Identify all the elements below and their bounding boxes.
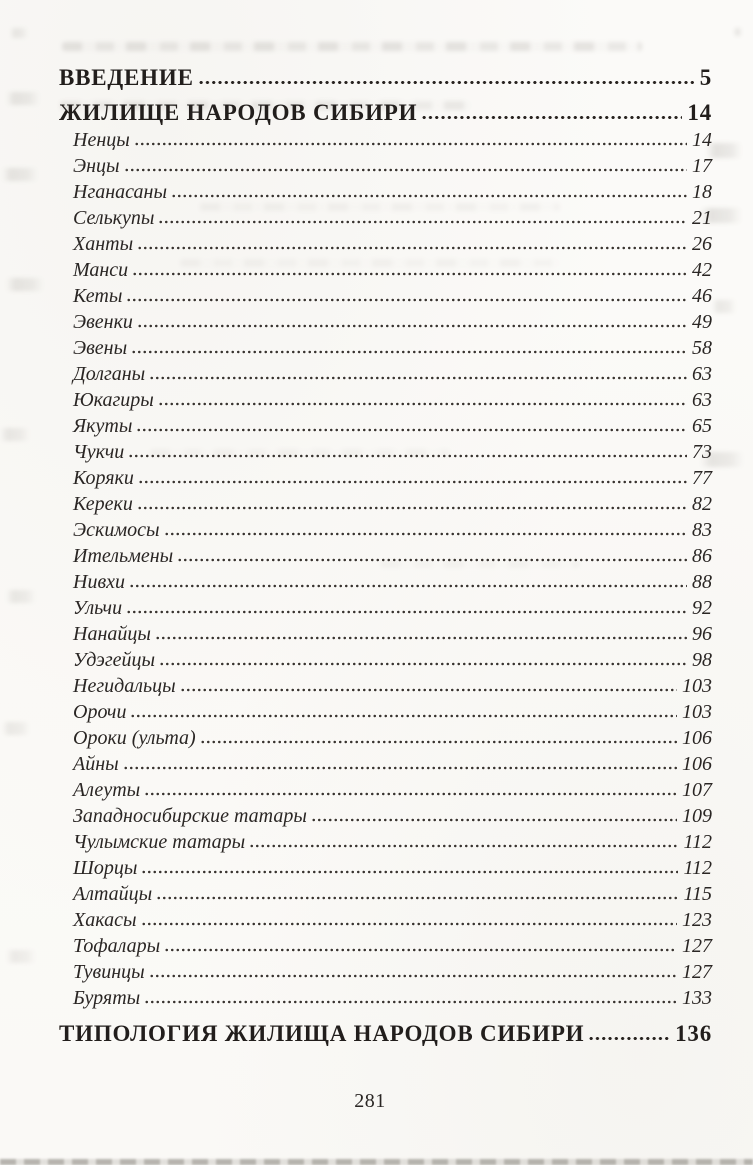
dot-leader (171, 194, 687, 198)
toc-entry-page: 109 (682, 805, 712, 827)
toc-entry-label: Коряки (73, 467, 134, 489)
toc-row (59, 855, 712, 881)
toc-entry-label: Алтайцы (73, 883, 153, 905)
dot-leader (131, 350, 687, 354)
toc-entry-label: Нганасаны (73, 181, 167, 203)
toc-row (59, 64, 712, 92)
bleedthrough-artifact (0, 428, 30, 441)
bleedthrough-artifact (6, 950, 36, 963)
toc-entry-page: 115 (683, 883, 712, 905)
toc-row (59, 465, 712, 491)
toc-entry-label: Орочи (73, 701, 127, 723)
dot-leader (164, 948, 677, 952)
toc-row (59, 647, 712, 673)
toc-entry-label: Якуты (73, 415, 133, 437)
toc-entry-page: 46 (692, 285, 712, 307)
toc-entry-page: 107 (682, 779, 712, 801)
dot-leader (130, 714, 677, 718)
toc-entry-label: Хакасы (73, 909, 137, 931)
toc-entry-page: 63 (692, 389, 712, 411)
dot-leader (128, 454, 687, 458)
toc-entry-label: Алеуты (73, 779, 141, 801)
toc-entry-page: 49 (692, 311, 712, 333)
dot-leader (159, 662, 687, 666)
toc-row (59, 335, 712, 361)
toc-entry-label: Юкагиры (73, 389, 154, 411)
toc-row (59, 595, 712, 621)
toc-entry-page: 112 (683, 857, 712, 879)
toc-row (59, 491, 712, 517)
toc-row (59, 127, 712, 153)
toc-entry-label: Чукчи (73, 441, 125, 463)
toc-row (59, 959, 712, 985)
toc-row (59, 569, 712, 595)
dot-leader (144, 1000, 677, 1004)
toc-row (59, 99, 712, 127)
scan-edge (0, 1159, 753, 1165)
toc-entry-page: 5 (699, 65, 712, 90)
toc-entry-page: 133 (682, 987, 712, 1009)
toc-entry-page: 58 (692, 337, 712, 359)
dot-leader (164, 532, 687, 536)
toc-row (59, 777, 712, 803)
toc-entry-page: 18 (692, 181, 712, 203)
dot-leader (311, 818, 677, 822)
toc-row (59, 257, 712, 283)
toc-row (59, 543, 712, 569)
toc-entry-page: 83 (692, 519, 712, 541)
dot-leader (177, 558, 687, 562)
bleedthrough-artifact (6, 278, 44, 291)
dot-leader (249, 844, 678, 848)
dot-leader (158, 220, 687, 224)
toc-entry-page: 88 (692, 571, 712, 593)
toc-entry-label: Энцы (73, 155, 120, 177)
dot-leader (137, 246, 687, 250)
dot-leader (124, 168, 687, 172)
toc-entry-label: Ханты (73, 233, 134, 255)
toc-entry-page: 106 (682, 753, 712, 775)
toc-entry-label: ВВЕДЕНИЕ (59, 65, 194, 90)
toc-row (59, 179, 712, 205)
toc-entry-label: Негидальцы (73, 675, 176, 697)
toc-row (59, 153, 712, 179)
toc-row (59, 725, 712, 751)
bleedthrough-artifact (10, 28, 28, 38)
toc-row (59, 413, 712, 439)
toc-row (59, 621, 712, 647)
dot-leader (149, 974, 677, 978)
toc-entry-page: 17 (692, 155, 712, 177)
toc-entry-label: Западносибирские татары (73, 805, 307, 827)
toc-entry-page: 136 (675, 1021, 712, 1046)
toc-entry-label: Буряты (73, 987, 141, 1009)
toc-entry-page: 86 (692, 545, 712, 567)
toc-entry-page: 82 (692, 493, 712, 515)
toc-entry-page: 63 (692, 363, 712, 385)
dot-leader (137, 324, 687, 328)
toc-row (59, 751, 712, 777)
toc-entry-label: Ульчи (73, 597, 123, 619)
toc-row (59, 933, 712, 959)
toc-entry-page: 77 (692, 467, 712, 489)
toc-row (59, 231, 712, 257)
toc-entry-label: Кеты (73, 285, 123, 307)
bleedthrough-artifact (2, 722, 30, 735)
dot-leader (155, 636, 687, 640)
toc-entry-page: 14 (687, 100, 712, 125)
bleedthrough-artifact (712, 300, 736, 313)
toc-row (59, 439, 712, 465)
toc-entry-page: 103 (682, 675, 712, 697)
toc-row (59, 205, 712, 231)
dot-leader (126, 610, 687, 614)
dot-leader (156, 896, 678, 900)
toc-entry-page: 103 (682, 701, 712, 723)
toc-entry-label: Удэгейцы (73, 649, 156, 671)
toc-entry-page: 98 (692, 649, 712, 671)
dot-leader (200, 740, 677, 744)
toc-entry-label: Тувинцы (73, 961, 145, 983)
dot-leader (141, 922, 678, 926)
toc-entry-label: Эвены (73, 337, 128, 359)
toc-entry-label: ЖИЛИЩЕ НАРОДОВ СИБИРИ (59, 100, 418, 125)
dot-leader (126, 298, 687, 302)
toc-entry-label: Эскимосы (73, 519, 160, 541)
dot-leader (136, 428, 687, 432)
dot-leader (141, 870, 678, 874)
dot-leader (421, 115, 682, 120)
toc-entry-page: 26 (692, 233, 712, 255)
dot-leader (198, 80, 695, 85)
bleedthrough-artifact (734, 28, 742, 36)
toc-entry-label: Кереки (73, 493, 133, 515)
toc-entry-label: ТИПОЛОГИЯ ЖИЛИЩА НАРОДОВ СИБИРИ (59, 1021, 585, 1046)
toc-entry-label: Эвенки (73, 311, 133, 333)
toc-entry-page: 96 (692, 623, 712, 645)
dot-leader (138, 480, 687, 484)
toc-row (59, 881, 712, 907)
toc-entry-label: Ороки (ульта) (73, 727, 196, 749)
toc-entry-page: 65 (692, 415, 712, 437)
toc-row (59, 985, 712, 1011)
toc-entry-label: Долганы (73, 363, 146, 385)
toc-entry-page: 123 (682, 909, 712, 931)
toc-row (59, 361, 712, 387)
toc-list (59, 64, 712, 1048)
toc-entry-label: Манси (73, 259, 129, 281)
toc-entry-page: 112 (683, 831, 712, 853)
toc-entry-page: 73 (692, 441, 712, 463)
toc-entry-page: 106 (682, 727, 712, 749)
toc-entry-label: Айны (73, 753, 119, 775)
toc-row (59, 803, 712, 829)
toc-entry-page: 92 (692, 597, 712, 619)
bleedthrough-artifact (6, 92, 40, 105)
toc-entry-label: Ительмены (73, 545, 174, 567)
dot-leader (158, 402, 687, 406)
dot-leader (123, 766, 677, 770)
toc-entry-page: 127 (682, 961, 712, 983)
toc-row (59, 673, 712, 699)
dot-leader (588, 1036, 670, 1041)
page-number: 281 (354, 1090, 386, 1112)
toc-row (59, 283, 712, 309)
toc-entry-page: 127 (682, 935, 712, 957)
toc-row (59, 829, 712, 855)
toc-entry-label: Селькупы (73, 207, 155, 229)
bleedthrough-artifact (62, 42, 642, 51)
toc-row (59, 387, 712, 413)
toc-entry-label: Шорцы (73, 857, 138, 879)
toc-row (59, 1020, 712, 1048)
toc-entry-label: Тофалары (73, 935, 161, 957)
toc-entry-label: Ненцы (73, 129, 130, 151)
dot-leader (149, 376, 687, 380)
toc-entry-page: 42 (692, 259, 712, 281)
dot-leader (134, 142, 687, 146)
dot-leader (144, 792, 677, 796)
dot-leader (132, 272, 687, 276)
toc-row (59, 309, 712, 335)
dot-leader (180, 688, 677, 692)
toc-entry-page: 14 (692, 129, 712, 151)
toc-row (59, 907, 712, 933)
dot-leader (129, 584, 687, 588)
bleedthrough-artifact (2, 168, 38, 181)
bleedthrough-artifact (6, 590, 36, 603)
toc-row (59, 517, 712, 543)
toc-row (59, 699, 712, 725)
toc-entry-label: Нивхи (73, 571, 126, 593)
dot-leader (137, 506, 687, 510)
toc-entry-page: 21 (692, 207, 712, 229)
toc-entry-label: Нанайцы (73, 623, 151, 645)
toc-entry-label: Чулымские татары (73, 831, 246, 853)
